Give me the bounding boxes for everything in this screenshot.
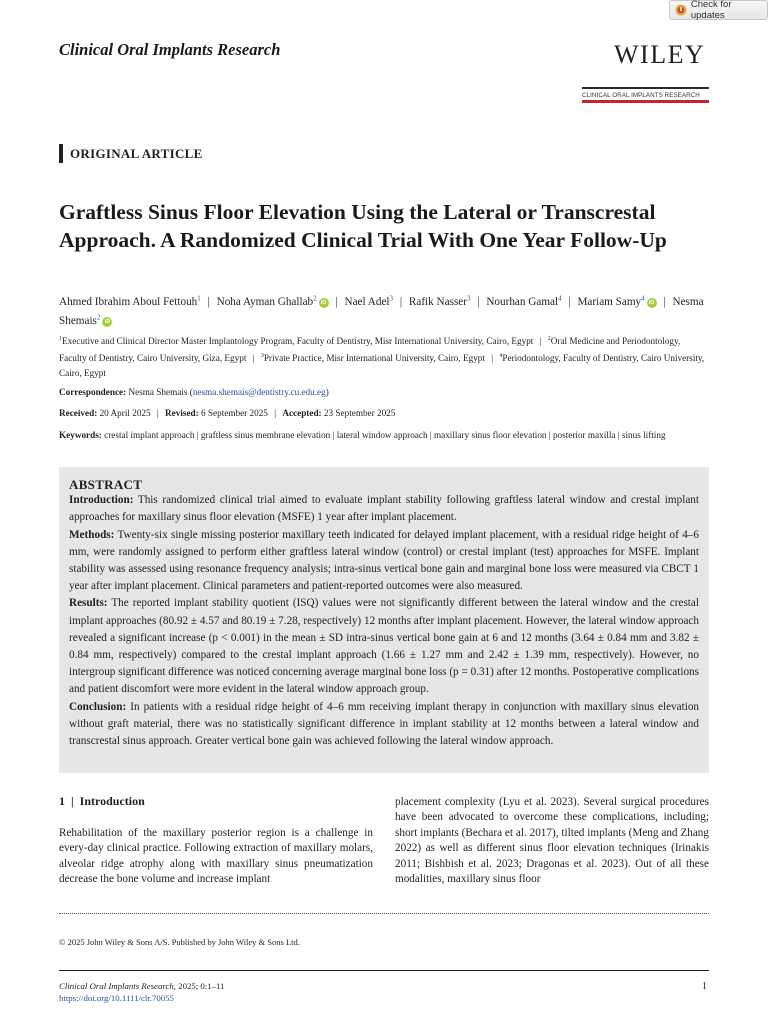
author-affiliation-ref: 4 (641, 294, 645, 302)
author-name: Rafik Nasser (408, 295, 467, 308)
abstract-methods: Methods: Twenty-six single missing posterior maxillary teeth indicated for delayed implant placement, with a residual ridge height of 4–6 mm, were randomly assigned to perform either graftless lateral window (control) or crestal implant (test) approaches for MSFE. Implant stability was assessed using resonance frequency analysis; intra-sinus vertical bone gain and marginal bone loss were measured via CBCT 1 year after implant placement. Clinical parameters and patient-reported outcomes were also measured. (69, 528, 699, 593)
author-name: Nourhan Gamal (486, 295, 559, 308)
keyword: graftless sinus membrane elevation (200, 430, 331, 440)
keyword: crestal implant approach (104, 430, 195, 440)
affiliations: $^1$Executive and Clinical Director Master Implantology Program, Faculty of Dentistry, Misr International University, Cairo, Egypt | $^2$Oral Medicine and Periodontology, Faculty of Dentistry, Cairo University, Giza, Egypt | $^3$Private Practice, Misr International University, Cairo, Egypt | $^4$Periodontology, Faculty of Dentistry, Cairo University, Cairo, Egypt (59, 336, 705, 378)
author-name: Noha Ayman Ghallab (216, 295, 314, 308)
band-text: CLINICAL ORAL IMPLANTS RESEARCH (582, 92, 700, 99)
keyword: posterior maxilla (552, 430, 616, 440)
copyright-notice: © 2025 John Wiley & Sons A/S. Published by John Wiley & Sons Ltd. (59, 937, 300, 947)
publisher-logo: WILEY (614, 40, 706, 69)
author (486, 296, 561, 308)
correspondence: Correspondence: Nesma Shemais (nesma.shemais@dentistry.cu.edu.eg) (59, 387, 329, 397)
received-label: Received: (59, 408, 98, 418)
author-affiliation-ref: 4 (558, 294, 562, 302)
abstract-conclusion: Conclusion: In patients with a residual ridge height of 4–6 mm receiving implant therapy in conjunction with maxillary sinus elevation without graft material, there was no statistically significant difference in implant stability at 12 months between a lateral window and transcrestal sinus approach. Greater vertical bone gain was achieved following the lateral window approach. (69, 700, 700, 748)
abstract (69, 476, 699, 750)
orcid-icon[interactable]: iD (319, 298, 329, 308)
footer-journal: Clinical Oral Implants Research (59, 981, 174, 991)
correspondence-name: Nesma Shemais (128, 387, 188, 397)
correspondence-email-link[interactable]: nesma.shemais@dentistry.cu.edu.eg (192, 387, 326, 397)
author-affiliation-ref: 2 (96, 313, 101, 322)
article-type: ORIGINAL ARTICLE (70, 146, 203, 161)
check-updates-icon (675, 4, 687, 16)
correspondence-label: Correspondence: (59, 387, 127, 397)
author-name: Mariam Samy (577, 295, 642, 308)
author (217, 296, 329, 308)
affiliation: $^1$Executive and Clinical Director Master Implantology Program, Faculty of Dentistry, Misr International University, Cairo, Egypt (59, 336, 534, 347)
page-number: 1 (702, 981, 707, 992)
band-rule-top (582, 87, 709, 89)
orcid-icon[interactable]: iD (102, 317, 112, 327)
author (577, 296, 656, 308)
check-for-updates-button[interactable] (669, 0, 768, 20)
author-affiliation-ref: 3 (467, 294, 471, 302)
article-title: Graftless Sinus Floor Elevation Using the Lateral or Transcrestal Approach. A Randomized Clinical Trial With One Year Follow-Up (59, 200, 667, 252)
accepted-date: 23 September 2025 (323, 408, 396, 418)
introduction-left-column: Rehabilitation of the maxillary posterior region is a challenge in every-day clinical practice. Following extraction of maxillary molars, alveolar ridge atrophy along with maxillary sinus pneumatization decrease the bone volume and increase implant (59, 827, 373, 886)
author-affiliation-ref: 3 (389, 294, 394, 302)
check-updates-label: Check for updates (690, 0, 732, 21)
author-affiliation-ref: 1 (197, 294, 201, 302)
author-affiliation-ref: 2 (313, 294, 317, 302)
affiliation: $^3$Private Practice, Misr International University, Cairo, Egypt (260, 352, 485, 363)
orcid-icon[interactable]: iD (647, 298, 657, 308)
keywords-label: Keywords: (59, 430, 102, 440)
footer-rule (59, 970, 709, 971)
author (345, 296, 394, 308)
footnote-divider (59, 913, 709, 914)
article-type-bar (59, 144, 63, 163)
author (409, 296, 471, 308)
keyword: maxillary sinus floor elevation (433, 430, 547, 440)
keywords (59, 429, 709, 442)
keyword: sinus lifting (621, 430, 666, 440)
introduction-heading: 1 | Introduction (59, 794, 145, 808)
author-name: Ahmed Ibrahim Aboul Fettouh (59, 295, 198, 308)
keyword: lateral window approach (336, 430, 428, 440)
author-list: Ahmed Ibrahim Aboul Fettouh$^1$ | Noha Ayman Ghallab$^2$iD | Nael Adel$^3$ | Rafik Nasser$^3$ | Nourhan Gamal$^4$ | Mariam Samy$^4$iD | Nesma Shemais$^2$iD (59, 294, 704, 328)
author (59, 296, 201, 308)
revised-label: Revised: (165, 408, 199, 418)
received-date: 20 April 2025 (99, 408, 151, 418)
abstract-heading: ABSTRACT (69, 477, 143, 492)
abstract-introduction: Introduction: This randomized clinical trial aimed to evaluate implant stability following graftless lateral window and crestal implant approaches for maxillary sinus floor elevation (MSFE) 1 year after implant placement. (69, 494, 699, 524)
footer-citation (59, 981, 225, 1004)
band-rule-bottom (582, 100, 709, 103)
journal-name: Clinical Oral Implants Research (59, 40, 281, 59)
article-dates: Received: 20 April 2025 | Revised: 6 September 2025 | Accepted: 23 September 2025 (59, 408, 396, 418)
keyword-list: crestal implant approach | graftless sinus membrane elevation | lateral window approach | maxillary sinus floor elevation | posterior maxilla | sinus lifting (104, 430, 666, 440)
journal-band (582, 87, 709, 103)
footer-volume: , 2025; 0:1–11 (173, 981, 225, 991)
author-name: Nael Adel (344, 295, 390, 308)
doi-link[interactable]: https://doi.org/10.1111/clr.70055 (59, 992, 174, 1003)
affiliation: $^2$Oral Medicine and Periodontology, Faculty of Dentistry, Cairo University, Giza, Egypt (59, 336, 681, 363)
accepted-label: Accepted: (282, 408, 322, 418)
affiliation: $^4$Periodontology, Faculty of Dentistry, Cairo University, Cairo, Egypt (59, 352, 705, 378)
revised-date: 6 September 2025 (201, 408, 268, 418)
abstract-results: Results: The reported implant stability quotient (ISQ) values were not significantly different between the lateral window and the crestal implant approaches (80.92 ± 4.57 and 80.19 ± 7.28, respectively) 12 months after implant placement. However, the lateral window approach revealed a significant increase (p < 0.001) in the mean ± SD intra-sinus vertical bone gain at 6 and 12 months (3.64 ± 0.84 mm and 3.82 ± 0.84 mm, respectively) compared to the crestal implant approach (1.66 ± 1.27 mm and 2.42 ± 1.39 mm, respectively). However, no intergroup significant difference was noticed concerning average marginal bone loss (p = 0.31) after 12 months. Postoperative complications and patient discomfort were more evident in the lateral window approach group. (69, 597, 699, 696)
author-name: Nesma Shemais (59, 295, 704, 328)
introduction-right-column: placement complexity (Lyu et al. 2023). Several surgical procedures have been advocated to overcome these complications, including; short implants (Bechara et al. 2017), tilted implants (Meng and Zhang 2022) as well as different sinus floor elevation techniques (Irinakis 2011; Bishbish et al. 2023; Dragonas et al. 2023). Out of all these modalities, maxillary sinus floor (395, 796, 709, 886)
